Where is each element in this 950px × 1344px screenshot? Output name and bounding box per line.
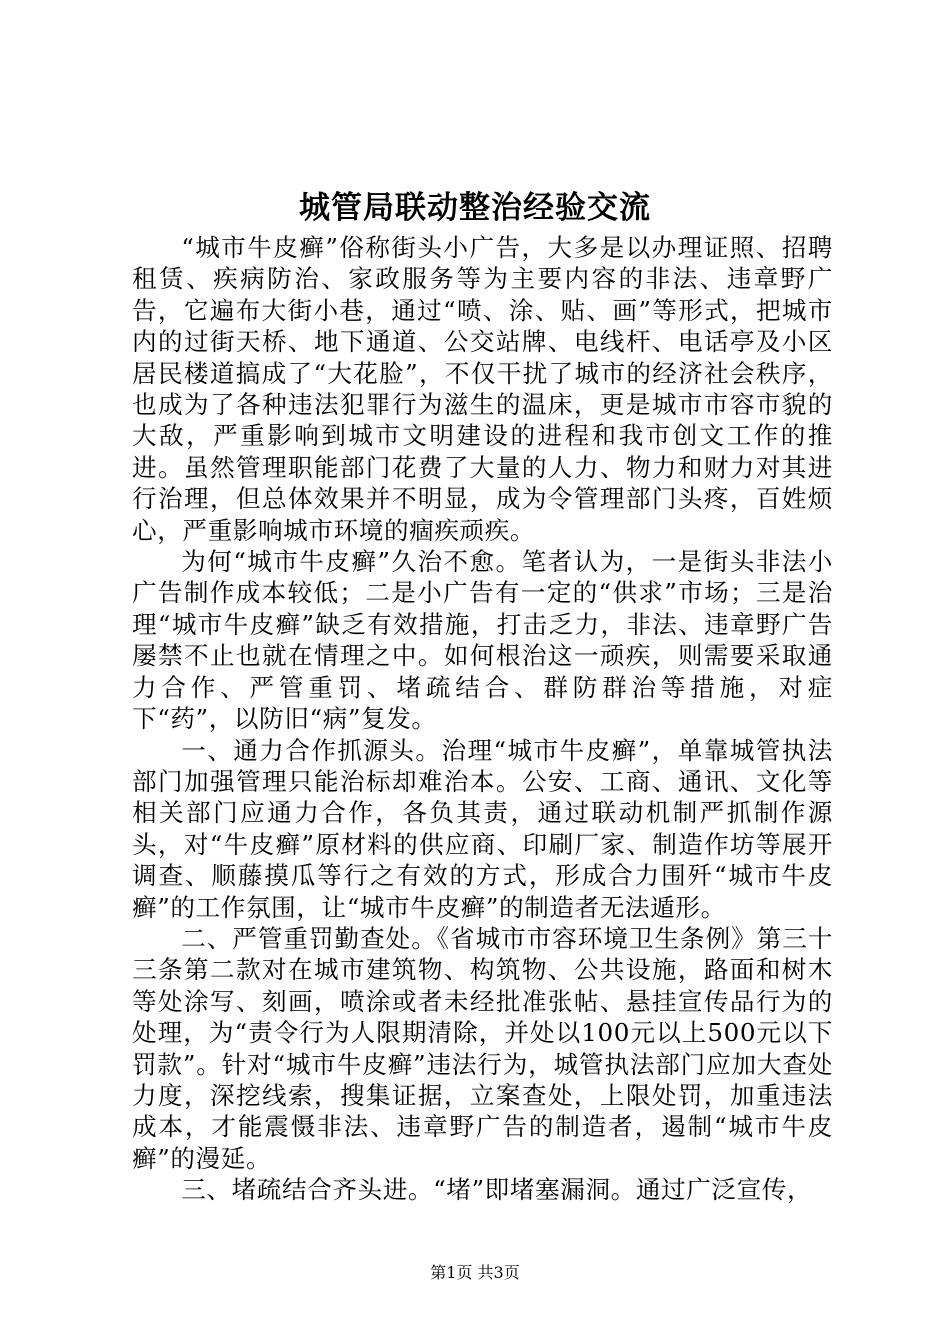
paragraph-causes: 为何“城市牛皮癣”久治不愈。笔者认为，一是街头非法小广告制作成本较低；二是小广告有一定的“供求”市场；三是治理“城市牛皮癣”缺乏有效措施，打击乏力，非法、违章野广告屡禁不止也就在情理之中。如何根治这一顽疾，则需要采取通力合作、严管重罚、堵疏结合、群防群治等措施，对症下“药”，以防旧“病”复发。 [132, 547, 833, 734]
document-title: 城管局联动整治经验交流 [299, 190, 651, 226]
paragraph-measure-3: 三、堵疏结合齐头进。“堵”即堵塞漏洞。通过广泛宣传， [181, 1175, 813, 1205]
page-footer [0, 1262, 950, 1284]
paragraph-measure-2: 二、严管重罚勤查处。《省城市市容环境卫生条例》第三十三条第二款对在城市建筑物、构筑物、公共设施，路面和树木等处涂写、刻画，喷涂或者未经批准张帖、悬挂宣传品行为的处理，为“责令行为人限期清除，并处以100元以上500元以下罚款”。针对“城市牛皮癣”违法行为，城管执法部门应加大查处力度，深挖线索，搜集证据，立案查处，上限处罚，加重违法成本，才能震慑非法、违章野广告的制造者，遏制“城市牛皮癣”的漫延。 [132, 923, 833, 1173]
paragraph-intro: “城市牛皮癣”俗称街头小广告，大多是以办理证照、招聘租赁、疾病防治、家政服务等为主要内容的非法、违章野广告，它遍布大街小巷，通过“喷、涂、贴、画”等形式，把城市内的过街天桥、地下通道、公交站牌、电线杆、电话亭及小区居民楼道搞成了“大花脸”，不仅干扰了城市的经济社会秩序，也成为了各种违法犯罪行为滋生的温床，更是城市市容市貌的大敌，严重影响到城市文明建设的进程和我市创文工作的推进。虽然管理职能部门花费了大量的人力、物力和财力对其进行治理，但总体效果并不明显，成为令管理部门头疼，百姓烦心，严重影响城市环境的痼疾顽疾。 [132, 233, 833, 545]
page-indicator: 第1页 共3页 [430, 1263, 520, 1282]
paragraph-measure-1: 一、通力合作抓源头。治理“城市牛皮癣”，单靠城管执法部门加强管理只能治标却难治本。公安、工商、通讯、文化等相关部门应通力合作，各负其责，通过联动机制严抓制作源头，对“牛皮癣”原材料的供应商、印刷厂家、制造作坊等展开调查、顺藤摸瓜等行之有效的方式，形成合力围歼“城市牛皮癣”的工作氛围，让“城市牛皮癣”的制造者无法遁形。 [132, 735, 833, 922]
document-body [132, 232, 833, 1206]
